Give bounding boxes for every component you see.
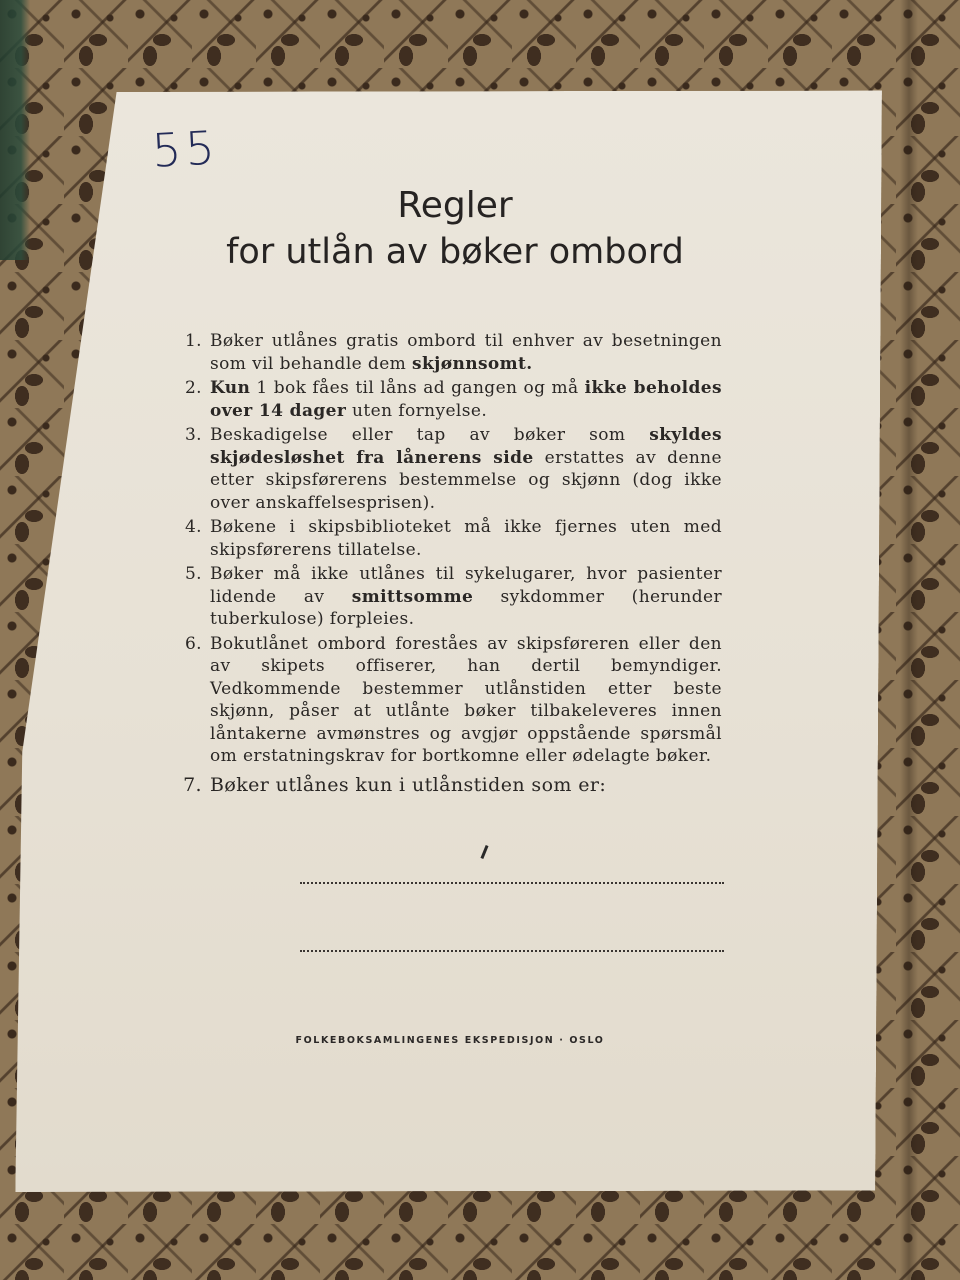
rule-item bbox=[162, 377, 722, 422]
rule-emphasis: skyldes skjødesløshet fra lånerens side bbox=[210, 425, 722, 468]
rule-text: uten fornyelse. bbox=[346, 400, 488, 421]
rules-list bbox=[162, 330, 722, 798]
rule-number: 6. bbox=[184, 633, 202, 654]
rule-number: 2. bbox=[184, 378, 202, 398]
rule-text: Bøker utlånes gratis ombord til enhver av besetningen som vil behandle dem bbox=[210, 331, 722, 374]
document-subtitle: for utlån av bøker ombord bbox=[226, 232, 684, 272]
rule-item bbox=[162, 633, 722, 768]
rule-item bbox=[162, 330, 722, 375]
rule-text: Bøker utlånes kun i utlånstiden som er: bbox=[210, 773, 607, 796]
handwritten-number: 55 bbox=[150, 120, 220, 178]
publisher-imprint: FOLKEBOKSAMLINGENES EKSPEDISJON · OSLO bbox=[295, 1035, 605, 1046]
rule-item bbox=[162, 774, 722, 797]
rule-number: 4. bbox=[184, 517, 202, 537]
rule-emphasis: smittsomme bbox=[351, 586, 474, 607]
rule-number: 5. bbox=[184, 564, 202, 584]
rule-text: erstattes av denne etter skipsførerens bestemmelse og skjønn (dog ikke over anskaffelsesprisen). bbox=[210, 447, 722, 513]
rule-text: 1 bok fåes til låns ad gangen og må bbox=[250, 378, 585, 398]
rule-number: 1. bbox=[184, 331, 202, 351]
rule-text: Bøkene i skipsbiblioteket må ikke fjernes uten med skipsførerens tillatelse. bbox=[210, 517, 722, 560]
book-binding-edge bbox=[0, 0, 30, 260]
cover-fold-seam bbox=[900, 0, 918, 1280]
rule-text: Bøker må ikke utlånes til sykelugarer, hvor pasienter lidende av bbox=[210, 564, 722, 607]
blank-fill-line bbox=[300, 882, 724, 884]
rule-text: Beskadigelse eller tap av bøker som bbox=[210, 425, 650, 445]
rule-text: sykdommer (herunder tuberkulose) forpleies. bbox=[210, 586, 722, 629]
rule-emphasis: ikke beholdes over 14 dager bbox=[210, 378, 722, 421]
document-title: Regler bbox=[397, 185, 513, 226]
rule-item bbox=[162, 516, 722, 561]
rule-emphasis: skjønnsomt. bbox=[412, 353, 533, 374]
rule-item bbox=[162, 424, 722, 514]
rule-number: 3. bbox=[184, 425, 202, 445]
rule-item bbox=[162, 563, 722, 631]
rule-number: 7. bbox=[183, 773, 202, 796]
rule-emphasis: Kun bbox=[210, 378, 251, 398]
rule-text: Bokutlånet ombord foreståes av skipsføreren eller den av skipets offiserer, han dertil bemyndiger. Vedkommende bestemmer utlånstiden etter beste skjønn, påser at utlånte bøker tilbakeleveres innen låntakerne avmønstres og avgjør oppstående spørsmål om erstatningskrav for bortkomne eller ødelagte bøker. bbox=[210, 633, 722, 766]
blank-fill-line bbox=[300, 950, 724, 952]
